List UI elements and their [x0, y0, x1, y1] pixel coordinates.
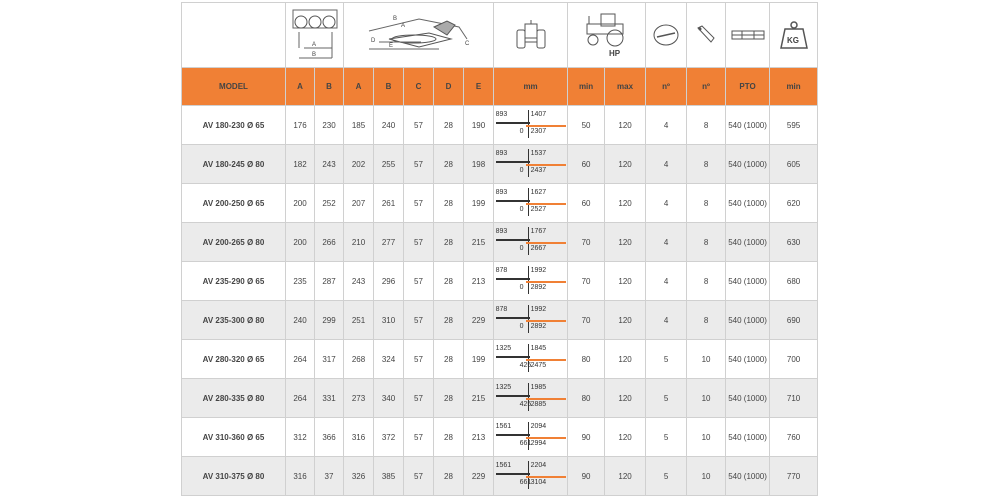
- cell-hp_max: 120: [605, 301, 646, 340]
- offset-bar: [526, 398, 566, 400]
- cell-c: 57: [404, 340, 434, 379]
- width-value-b2: 2892: [530, 323, 547, 330]
- width-value-t2: 1537: [530, 150, 547, 157]
- cell-hp_max: 120: [605, 379, 646, 418]
- cell-a1: 200: [286, 184, 315, 223]
- column-header: MODEL: [182, 68, 286, 106]
- cell-e: 229: [464, 301, 494, 340]
- cell-pto: 540 (1000): [726, 223, 770, 262]
- cell-blades: 10: [687, 457, 726, 496]
- width-value-t2: 1845: [530, 345, 547, 352]
- side-dimensions-icon: [344, 3, 494, 68]
- cell-pto: 540 (1000): [726, 418, 770, 457]
- side-label-e: E: [388, 43, 393, 49]
- cell-a2: 210: [344, 223, 374, 262]
- width-range-diagram: [496, 149, 566, 179]
- cell-a1: 264: [286, 379, 315, 418]
- model-name: AV 235-300 Ø 80: [182, 301, 286, 340]
- cell-d: 28: [434, 184, 464, 223]
- cell-b1: 287: [315, 262, 344, 301]
- cell-e: 215: [464, 223, 494, 262]
- icon-row: [182, 3, 818, 68]
- width-range-diagram: [496, 383, 566, 413]
- width-range-cell: [494, 301, 568, 340]
- model-name: AV 200-265 Ø 80: [182, 223, 286, 262]
- width-value-t1: 893: [495, 111, 508, 118]
- cell-hp_min: 50: [568, 106, 605, 145]
- cell-blades: 8: [687, 106, 726, 145]
- cell-blades: 8: [687, 145, 726, 184]
- offset-bar: [526, 125, 566, 127]
- cell-rotors: 5: [646, 457, 687, 496]
- cell-d: 28: [434, 145, 464, 184]
- cell-blades: 8: [687, 301, 726, 340]
- width-range-diagram: [496, 422, 566, 452]
- width-value-t2: 1992: [530, 267, 547, 274]
- cell-weight: 605: [770, 145, 818, 184]
- cell-hp_min: 80: [568, 379, 605, 418]
- tractor-rear-icon: [494, 3, 568, 68]
- cell-b2: 340: [374, 379, 404, 418]
- weight-icon: [770, 3, 818, 68]
- cell-e: 213: [464, 418, 494, 457]
- model-name: AV 200-250 Ø 65: [182, 184, 286, 223]
- base-bar: [496, 278, 530, 280]
- model-name: AV 310-360 Ø 65: [182, 418, 286, 457]
- width-range-cell: [494, 418, 568, 457]
- cell-a2: 185: [344, 106, 374, 145]
- table-row: [182, 379, 818, 418]
- header-row: [182, 68, 818, 106]
- cell-pto: 540 (1000): [726, 457, 770, 496]
- blank-icon-cell: [182, 3, 286, 68]
- cell-e: 213: [464, 262, 494, 301]
- width-value-t1: 893: [495, 189, 508, 196]
- width-value-b2: 2437: [530, 167, 547, 174]
- width-range-cell: [494, 379, 568, 418]
- divider-line: [528, 110, 529, 138]
- width-value-t1: 1325: [495, 384, 512, 391]
- cell-rotors: 4: [646, 301, 687, 340]
- cell-hp_min: 70: [568, 223, 605, 262]
- cell-hp_max: 120: [605, 106, 646, 145]
- width-range-cell: [494, 340, 568, 379]
- cell-weight: 690: [770, 301, 818, 340]
- divider-line: [528, 149, 529, 177]
- side-label-c: C: [464, 41, 469, 47]
- cell-b2: 372: [374, 418, 404, 457]
- pto-shaft-icon: [726, 3, 770, 68]
- column-header: A: [344, 68, 374, 106]
- cell-weight: 595: [770, 106, 818, 145]
- cell-a1: 200: [286, 223, 315, 262]
- cell-c: 57: [404, 184, 434, 223]
- cell-b2: 296: [374, 262, 404, 301]
- cell-d: 28: [434, 301, 464, 340]
- cell-a1: 240: [286, 301, 315, 340]
- column-header: C: [404, 68, 434, 106]
- cell-b1: 366: [315, 418, 344, 457]
- side-label-a: A: [400, 23, 405, 29]
- cell-d: 28: [434, 340, 464, 379]
- width-value-b1: 0: [519, 284, 524, 291]
- cell-blades: 8: [687, 223, 726, 262]
- base-bar: [496, 356, 530, 358]
- cell-a2: 202: [344, 145, 374, 184]
- cell-blades: 10: [687, 418, 726, 457]
- width-range-cell: [494, 223, 568, 262]
- base-bar: [496, 239, 530, 241]
- tractor-hp-icon: [568, 3, 646, 68]
- cell-d: 28: [434, 223, 464, 262]
- cell-hp_min: 90: [568, 457, 605, 496]
- offset-bar: [526, 203, 566, 205]
- cell-a2: 316: [344, 418, 374, 457]
- cell-c: 57: [404, 106, 434, 145]
- cell-hp_min: 70: [568, 301, 605, 340]
- width-range-cell: [494, 262, 568, 301]
- offset-bar: [526, 164, 566, 166]
- width-value-b2: 2892: [530, 284, 547, 291]
- column-header: A: [286, 68, 315, 106]
- cell-weight: 620: [770, 184, 818, 223]
- divider-line: [528, 305, 529, 333]
- divider-line: [528, 266, 529, 294]
- column-header: nº: [646, 68, 687, 106]
- model-name: AV 310-375 Ø 80: [182, 457, 286, 496]
- width-value-t1: 1561: [495, 462, 512, 469]
- cell-b1: 299: [315, 301, 344, 340]
- table-body: [182, 106, 818, 496]
- kg-label: KG: [786, 36, 799, 45]
- cell-e: 199: [464, 340, 494, 379]
- cell-c: 57: [404, 301, 434, 340]
- offset-bar: [526, 437, 566, 439]
- cell-b1: 331: [315, 379, 344, 418]
- cell-weight: 760: [770, 418, 818, 457]
- side-label-b: B: [392, 16, 397, 22]
- column-header: D: [434, 68, 464, 106]
- width-range-cell: [494, 184, 568, 223]
- width-value-b1: 0: [519, 206, 524, 213]
- column-header: mm: [494, 68, 568, 106]
- width-value-t2: 1767: [530, 228, 547, 235]
- cell-hp_min: 60: [568, 145, 605, 184]
- column-header: B: [374, 68, 404, 106]
- offset-bar: [526, 281, 566, 283]
- cell-c: 57: [404, 145, 434, 184]
- cell-a2: 273: [344, 379, 374, 418]
- width-range-cell: [494, 106, 568, 145]
- cell-b2: 324: [374, 340, 404, 379]
- cell-e: 229: [464, 457, 494, 496]
- width-range-diagram: [496, 188, 566, 218]
- cell-e: 199: [464, 184, 494, 223]
- base-bar: [496, 473, 530, 475]
- cell-hp_max: 120: [605, 184, 646, 223]
- width-value-b1: 0: [519, 128, 524, 135]
- cell-blades: 8: [687, 262, 726, 301]
- cell-b1: 230: [315, 106, 344, 145]
- width-value-t2: 1627: [530, 189, 547, 196]
- width-value-t2: 2094: [530, 423, 547, 430]
- offset-bar: [526, 359, 566, 361]
- cell-b2: 255: [374, 145, 404, 184]
- width-value-b1: 425: [519, 401, 532, 408]
- cell-b1: 266: [315, 223, 344, 262]
- cell-c: 57: [404, 262, 434, 301]
- cell-b1: 317: [315, 340, 344, 379]
- width-value-b1: 0: [519, 245, 524, 252]
- cell-rotors: 4: [646, 223, 687, 262]
- width-value-b1: 0: [519, 323, 524, 330]
- table-row: [182, 457, 818, 496]
- cell-hp_max: 120: [605, 340, 646, 379]
- column-header: E: [464, 68, 494, 106]
- column-header: min: [770, 68, 818, 106]
- cell-hp_min: 80: [568, 340, 605, 379]
- cell-b2: 261: [374, 184, 404, 223]
- side-label-d: D: [370, 38, 375, 44]
- width-value-b2: 2994: [530, 440, 547, 447]
- width-value-b2: 2527: [530, 206, 547, 213]
- hp-label: HP: [608, 49, 620, 58]
- cell-rotors: 5: [646, 340, 687, 379]
- cell-c: 57: [404, 457, 434, 496]
- cell-a2: 243: [344, 262, 374, 301]
- column-header: PTO: [726, 68, 770, 106]
- cell-d: 28: [434, 418, 464, 457]
- cell-pto: 540 (1000): [726, 184, 770, 223]
- cell-c: 57: [404, 223, 434, 262]
- width-value-b1: 0: [519, 167, 524, 174]
- cell-blades: 10: [687, 379, 726, 418]
- width-range-diagram: [496, 344, 566, 374]
- table-row: [182, 223, 818, 262]
- cell-blades: 8: [687, 184, 726, 223]
- width-range-diagram: [496, 461, 566, 491]
- cell-hp_max: 120: [605, 223, 646, 262]
- cell-b2: 277: [374, 223, 404, 262]
- cell-a2: 251: [344, 301, 374, 340]
- cell-rotors: 4: [646, 145, 687, 184]
- base-bar: [496, 317, 530, 319]
- cell-rotors: 4: [646, 106, 687, 145]
- cell-a2: 326: [344, 457, 374, 496]
- width-value-t2: 1992: [530, 306, 547, 313]
- cell-e: 198: [464, 145, 494, 184]
- cell-pto: 540 (1000): [726, 106, 770, 145]
- cell-rotors: 5: [646, 418, 687, 457]
- cell-rotors: 4: [646, 184, 687, 223]
- width-value-t2: 1407: [530, 111, 547, 118]
- cell-weight: 770: [770, 457, 818, 496]
- model-name: AV 235-290 Ø 65: [182, 262, 286, 301]
- width-value-t2: 2204: [530, 462, 547, 469]
- rotor-icon: [646, 3, 687, 68]
- divider-line: [528, 188, 529, 216]
- table-row: [182, 418, 818, 457]
- cell-b1: 243: [315, 145, 344, 184]
- cell-b2: 385: [374, 457, 404, 496]
- width-value-b2: 2307: [530, 128, 547, 135]
- cell-a1: 176: [286, 106, 315, 145]
- cell-pto: 540 (1000): [726, 340, 770, 379]
- cell-pto: 540 (1000): [726, 379, 770, 418]
- cell-b2: 240: [374, 106, 404, 145]
- width-range-diagram: [496, 110, 566, 140]
- cell-e: 190: [464, 106, 494, 145]
- width-value-b2: 2885: [530, 401, 547, 408]
- width-value-t2: 1985: [530, 384, 547, 391]
- model-name: AV 180-245 Ø 80: [182, 145, 286, 184]
- table-row: [182, 262, 818, 301]
- cell-a2: 268: [344, 340, 374, 379]
- base-bar: [496, 395, 530, 397]
- cell-d: 28: [434, 457, 464, 496]
- front-label-a: A: [311, 42, 316, 48]
- cell-a1: 264: [286, 340, 315, 379]
- cell-a1: 182: [286, 145, 315, 184]
- offset-bar: [526, 242, 566, 244]
- column-header: max: [605, 68, 646, 106]
- spec-table: [181, 2, 818, 496]
- column-header: nº: [687, 68, 726, 106]
- blade-icon: [687, 3, 726, 68]
- cell-b1: 37: [315, 457, 344, 496]
- column-header: B: [315, 68, 344, 106]
- cell-pto: 540 (1000): [726, 301, 770, 340]
- cell-weight: 710: [770, 379, 818, 418]
- width-value-t1: 893: [495, 228, 508, 235]
- cell-blades: 10: [687, 340, 726, 379]
- width-value-b1: 661: [519, 479, 532, 486]
- cell-pto: 540 (1000): [726, 145, 770, 184]
- cell-hp_max: 120: [605, 145, 646, 184]
- cell-hp_min: 90: [568, 418, 605, 457]
- width-value-b1: 425: [519, 362, 532, 369]
- cell-weight: 680: [770, 262, 818, 301]
- cell-hp_max: 120: [605, 418, 646, 457]
- cell-c: 57: [404, 379, 434, 418]
- width-value-b2: 2475: [530, 362, 547, 369]
- cell-b1: 252: [315, 184, 344, 223]
- cell-c: 57: [404, 418, 434, 457]
- cell-pto: 540 (1000): [726, 262, 770, 301]
- width-value-b2: 2667: [530, 245, 547, 252]
- cell-hp_max: 120: [605, 262, 646, 301]
- column-header: min: [568, 68, 605, 106]
- table-row: [182, 301, 818, 340]
- width-value-b1: 661: [519, 440, 532, 447]
- model-name: AV 280-320 Ø 65: [182, 340, 286, 379]
- cell-a2: 207: [344, 184, 374, 223]
- table-row: [182, 184, 818, 223]
- divider-line: [528, 227, 529, 255]
- cell-hp_max: 120: [605, 457, 646, 496]
- cell-a1: 312: [286, 418, 315, 457]
- width-value-b2: 3104: [530, 479, 547, 486]
- offset-bar: [526, 320, 566, 322]
- cell-e: 215: [464, 379, 494, 418]
- width-range-diagram: [496, 266, 566, 296]
- front-dimensions-icon: [286, 3, 344, 68]
- cell-a1: 316: [286, 457, 315, 496]
- table-row: [182, 340, 818, 379]
- table-row: [182, 106, 818, 145]
- width-value-t1: 878: [495, 306, 508, 313]
- cell-d: 28: [434, 106, 464, 145]
- table-row: [182, 145, 818, 184]
- width-value-t1: 878: [495, 267, 508, 274]
- model-name: AV 180-230 Ø 65: [182, 106, 286, 145]
- width-value-t1: 893: [495, 150, 508, 157]
- width-value-t1: 1561: [495, 423, 512, 430]
- base-bar: [496, 122, 530, 124]
- cell-hp_min: 70: [568, 262, 605, 301]
- cell-hp_min: 60: [568, 184, 605, 223]
- width-range-cell: [494, 457, 568, 496]
- base-bar: [496, 434, 530, 436]
- cell-d: 28: [434, 379, 464, 418]
- width-value-t1: 1325: [495, 345, 512, 352]
- cell-rotors: 4: [646, 262, 687, 301]
- base-bar: [496, 161, 530, 163]
- model-name: AV 280-335 Ø 80: [182, 379, 286, 418]
- offset-bar: [526, 476, 566, 478]
- cell-weight: 700: [770, 340, 818, 379]
- width-range-cell: [494, 145, 568, 184]
- front-label-b: B: [311, 52, 316, 58]
- cell-rotors: 5: [646, 379, 687, 418]
- cell-b2: 310: [374, 301, 404, 340]
- base-bar: [496, 200, 530, 202]
- cell-weight: 630: [770, 223, 818, 262]
- width-range-diagram: [496, 227, 566, 257]
- cell-d: 28: [434, 262, 464, 301]
- width-range-diagram: [496, 305, 566, 335]
- cell-a1: 235: [286, 262, 315, 301]
